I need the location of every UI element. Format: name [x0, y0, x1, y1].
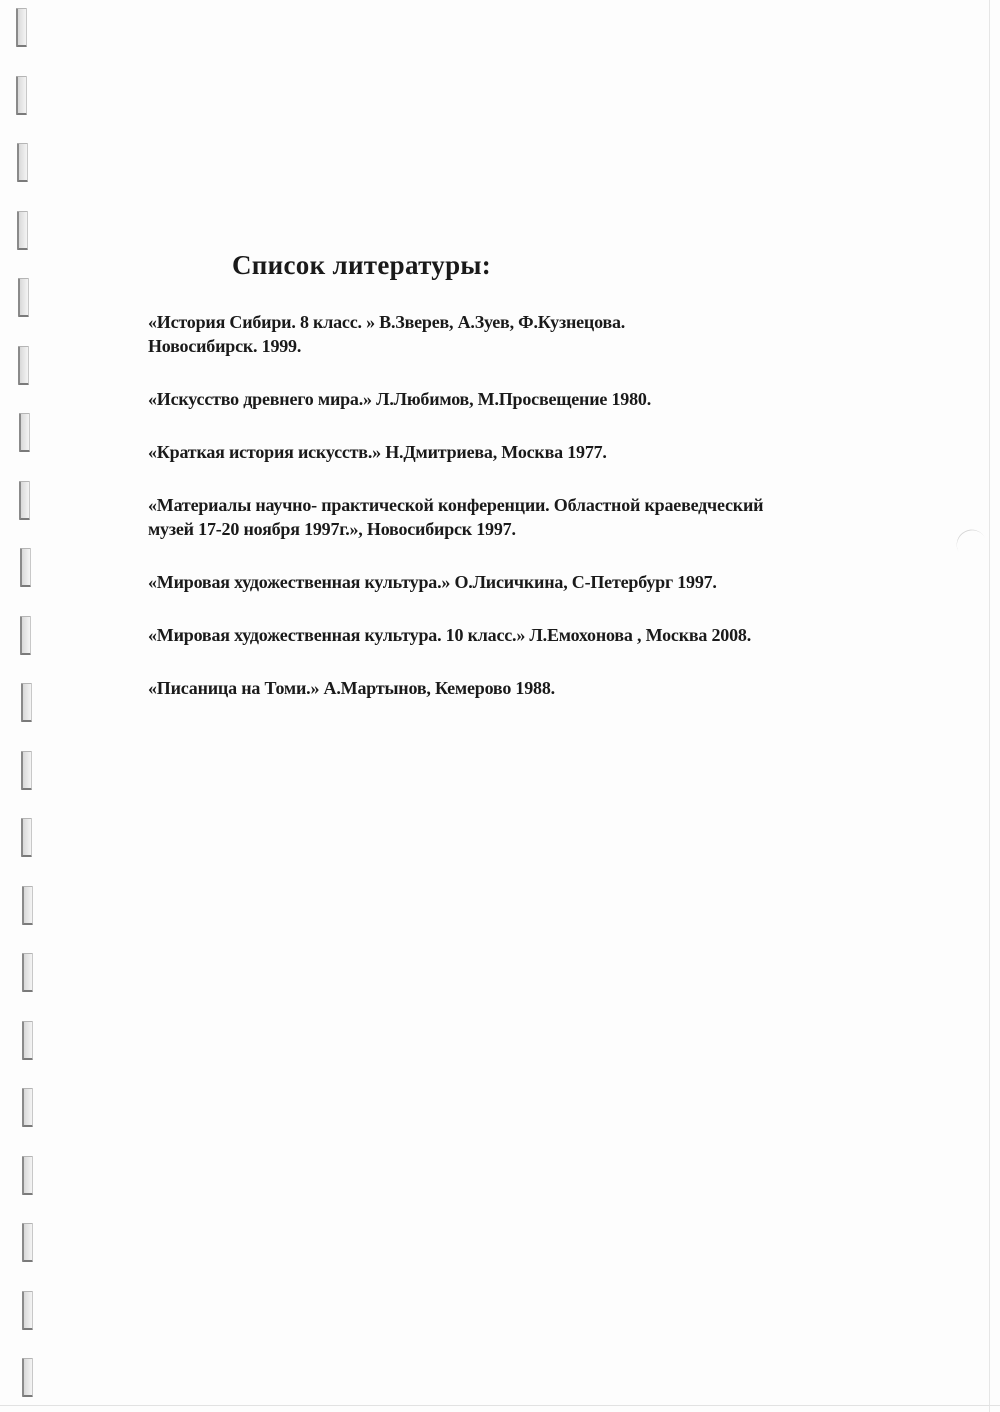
- binding-hole: [22, 1021, 33, 1060]
- binding-hole: [20, 548, 31, 587]
- reference-list: [148, 310, 908, 729]
- reference-item: [148, 440, 908, 464]
- binding-hole: [17, 211, 28, 250]
- reference-line: Новосибирск. 1999.: [148, 336, 302, 356]
- reference-line: «Мировая художественная культура. 10 класс.» Л.Емохонова , Москва 2008.: [148, 625, 752, 645]
- binding-hole: [22, 1156, 33, 1195]
- reference-item: [148, 676, 908, 700]
- scan-artifact: [951, 524, 988, 558]
- binding-hole: [19, 481, 30, 520]
- reference-item: [148, 623, 908, 647]
- binding-hole: [21, 751, 32, 790]
- reference-item: [148, 387, 908, 411]
- page-bottom-edge: [0, 1405, 1000, 1406]
- binding-hole: [19, 413, 30, 452]
- binding-hole: [18, 346, 29, 385]
- binding-hole: [16, 76, 27, 115]
- binding-holes: [0, 0, 60, 1412]
- reference-line: музей 17-20 ноября 1997г.», Новосибирск 1997.: [148, 519, 516, 539]
- page-title: Список литературы:: [232, 250, 492, 280]
- reference-line: «Краткая история искусств.» Н.Дмитриева, Москва 1977.: [148, 442, 607, 462]
- binding-hole: [22, 1358, 33, 1397]
- binding-hole: [22, 886, 33, 925]
- binding-hole: [17, 143, 28, 182]
- reference-item: [148, 570, 908, 594]
- reference-item: [148, 493, 908, 541]
- page-edge-line: [989, 0, 990, 1412]
- binding-hole: [22, 953, 33, 992]
- binding-hole: [22, 1088, 33, 1127]
- binding-hole: [21, 818, 32, 857]
- binding-hole: [18, 278, 29, 317]
- reference-line: «Мировая художественная культура.» О.Лисичкина, С-Петербург 1997.: [148, 572, 717, 592]
- reference-line: «Искусство древнего мира.» Л.Любимов, М.Просвещение 1980.: [148, 389, 651, 409]
- binding-hole: [22, 1223, 33, 1262]
- reference-line: «История Сибири. 8 класс. » В.Зверев, А.Зуев, Ф.Кузнецова.: [148, 312, 626, 332]
- binding-hole: [21, 683, 32, 722]
- binding-hole: [16, 8, 27, 47]
- reference-line: «Материалы научно- практической конференции. Областной краеведческий: [148, 495, 764, 515]
- reference-item: [148, 310, 908, 358]
- reference-line: «Писаница на Томи.» А.Мартынов, Кемерово 1988.: [148, 678, 555, 698]
- binding-hole: [22, 1291, 33, 1330]
- binding-hole: [20, 616, 31, 655]
